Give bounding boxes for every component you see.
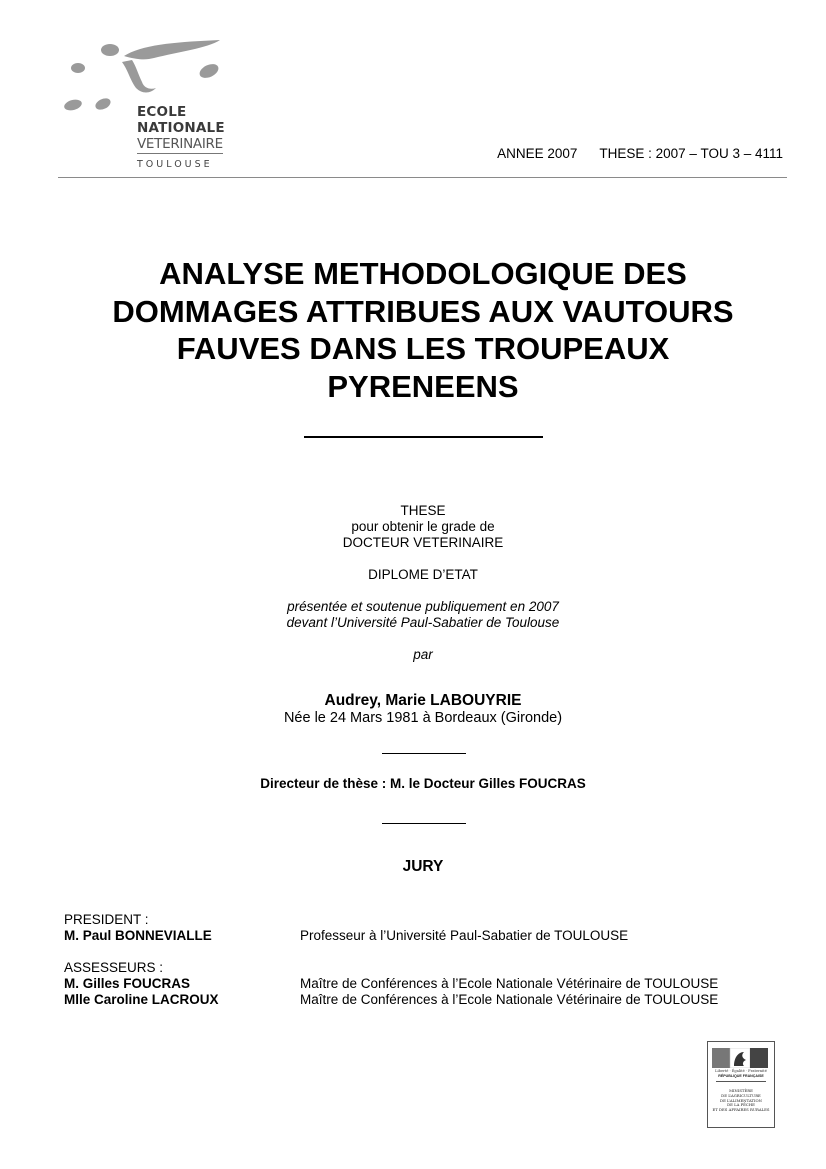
presented-line: présentée et soutenue publiquement en 2007 xyxy=(287,599,559,614)
president-label: PRESIDENT : xyxy=(64,912,149,927)
stamp-ministry-line: DE L’AGRICULTURE xyxy=(721,1092,761,1098)
assessor-name: M. Gilles FOUCRAS xyxy=(64,976,191,991)
assessor-title: Maître de Conférences à l’Ecole Nationale Vétérinaire de TOULOUSE xyxy=(300,992,719,1007)
stamp-ministry xyxy=(709,1089,773,1113)
thesis-title xyxy=(60,255,786,405)
separator-rule xyxy=(382,753,466,754)
assessors-label: ASSESSEURS : xyxy=(64,960,164,975)
title-line: FAUVES DANS LES TROUPEAUX xyxy=(176,331,670,366)
title-line: PYRENEENS xyxy=(327,368,519,404)
title-underline xyxy=(304,436,543,438)
degree-line: DOCTEUR VETERINAIRE xyxy=(342,535,504,550)
marianne-logo-icon xyxy=(712,1048,768,1068)
these-number: THESE : 2007 – TOU 3 – 4111 xyxy=(599,146,783,161)
separator-rule xyxy=(382,823,466,824)
logo-text-toulouse: TOULOUSE xyxy=(137,159,213,170)
stamp-divider xyxy=(716,1081,766,1082)
diploma-line: DIPLOME D’ETAT xyxy=(368,567,478,582)
logo-divider xyxy=(137,153,223,154)
assessor-title: Maître de Conférences à l’Ecole Nationale Vétérinaire de TOULOUSE xyxy=(300,976,719,991)
header-divider xyxy=(58,177,787,178)
stamp-ministry-line: DE L’ALIMENTATION xyxy=(720,1097,762,1103)
these-heading: THESE xyxy=(400,503,446,518)
jury-heading: JURY xyxy=(402,858,444,875)
stamp-ministry-line: DE LA PÊCHE xyxy=(727,1102,755,1108)
assessor-name: Mlle Caroline LACROUX xyxy=(64,992,219,1007)
president-name: M. Paul BONNEVIALLE xyxy=(64,928,212,943)
stamp-republic: RÉPUBLIQUE FRANÇAISE xyxy=(718,1074,764,1078)
stamp-motto: Liberté · Égalité · Fraternité xyxy=(715,1069,767,1073)
university-line: devant l’Université Paul-Sabatier de Toulouse xyxy=(286,615,560,630)
grade-line: pour obtenir le grade de xyxy=(351,519,495,534)
year-label: ANNEE 2007 xyxy=(497,146,578,161)
president-title: Professeur à l’Université Paul-Sabatier de TOULOUSE xyxy=(300,928,629,943)
ministry-stamp xyxy=(707,1041,775,1128)
school-logo xyxy=(58,36,238,176)
title-line: DOMMAGES ATTRIBUES AUX VAUTOURS xyxy=(112,293,734,329)
logo-text-nationale: NATIONALE xyxy=(137,120,225,136)
author-name: Audrey, Marie LABOUYRIE xyxy=(324,692,522,709)
stamp-ministry-line: MINISTÈRE xyxy=(729,1088,753,1093)
thesis-director: Directeur de thèse : M. le Docteur Gilles FOUCRAS xyxy=(260,776,586,791)
par-label: par xyxy=(413,647,433,662)
header-reference xyxy=(497,146,783,161)
stamp-ministry-line: ET DES AFFAIRES RURALES xyxy=(712,1107,770,1113)
logo-text-ecole: ECOLE xyxy=(137,104,187,120)
logo-text-veterinaire: VETERINAIRE xyxy=(137,136,223,152)
author-birth: Née le 24 Mars 1981 à Bordeaux (Gironde) xyxy=(283,710,563,726)
title-line: ANALYSE METHODOLOGIQUE DES xyxy=(159,256,687,291)
